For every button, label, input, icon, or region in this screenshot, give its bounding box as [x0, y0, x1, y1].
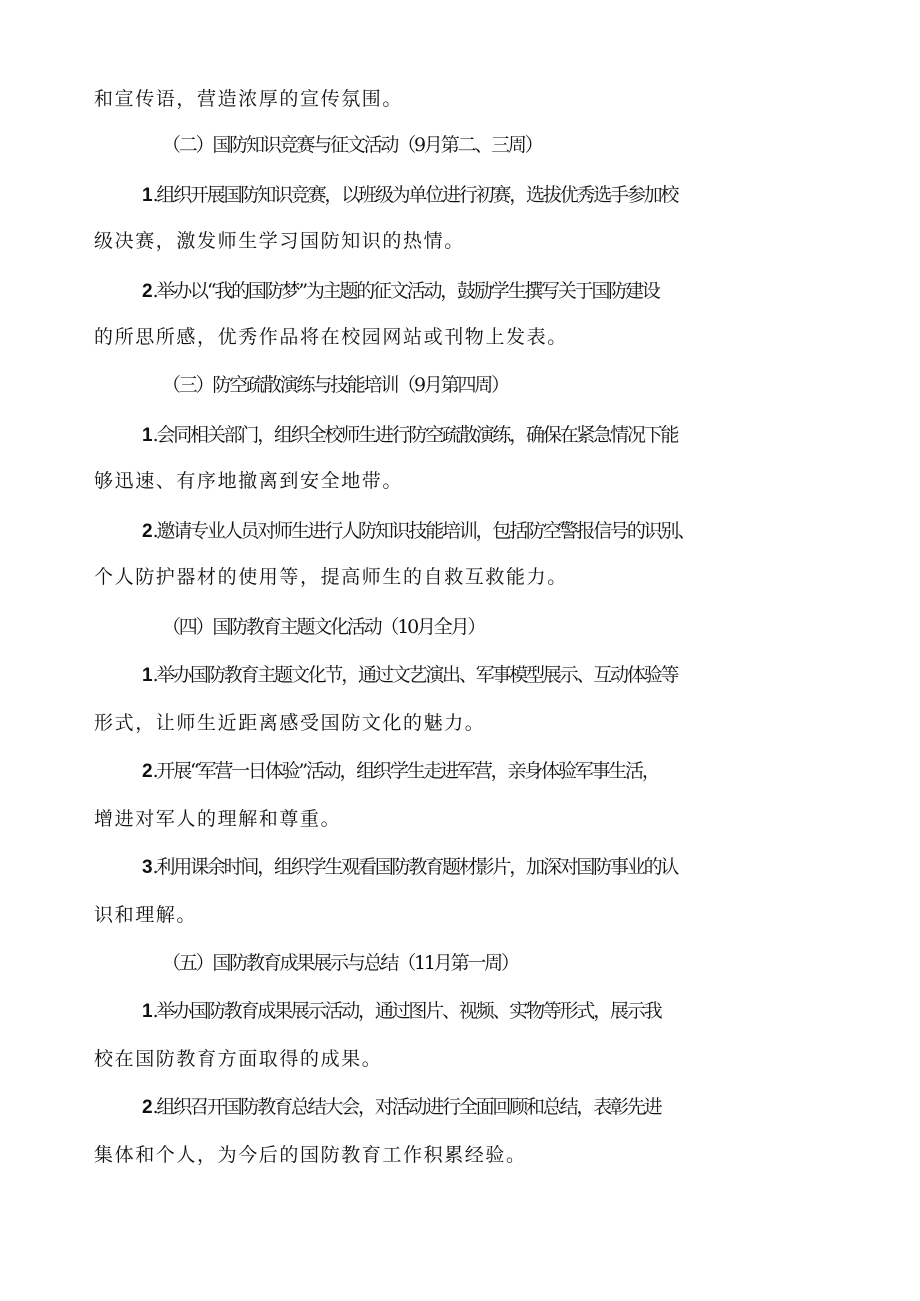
item-text: .会同相关部门，组织全校师生进行防空疏散演练，确保在紧急情况下能: [152, 424, 678, 446]
item-number: 1: [142, 185, 153, 206]
item-number: 1: [142, 665, 153, 686]
list-item-3-1: [142, 420, 902, 450]
item-number: 2: [142, 281, 153, 302]
list-item-2-2-continuation: 的所思所感，优秀作品将在校园网站或刊物上发表。: [94, 326, 568, 348]
item-number: 2: [142, 761, 153, 782]
list-item-2-1-continuation: 级决赛，激发师生学习国防知识的热情。: [94, 230, 465, 252]
section-heading-5: （五）国防教育成果展示与总结（11月第一周）: [162, 952, 518, 974]
list-item-4-2-continuation: 增进对军人的理解和尊重。: [94, 808, 342, 830]
list-item-5-2: [142, 1092, 902, 1122]
list-item-5-1-continuation: 校在国防教育方面取得的成果。: [94, 1048, 383, 1070]
list-item-3-2-continuation: 个人防护器材的使用等，提高师生的自救互救能力。: [94, 566, 568, 588]
item-text: .举办以“我的国防梦”为主题的征文活动，鼓励学生撰写关于国防建设: [152, 280, 659, 302]
list-item-3-1-continuation: 够迅速、有序地撤离到安全地带。: [94, 470, 404, 492]
list-item-5-2-continuation: 集体和个人，为今后的国防教育工作积累经验。: [94, 1144, 527, 1166]
section-heading-3: （三）防空疏散演练与技能培训（9月第四周）: [162, 374, 508, 396]
list-item-4-1: [142, 660, 902, 690]
item-text: .邀请专业人员对师生进行人防知识技能培训，包括防空警报信号的识别、: [152, 520, 695, 542]
item-text: .开展“军营一日体验”活动，组织学生走进军营，亲身体验军事生活，: [152, 760, 659, 782]
item-text: .利用课余时间，组织学生观看国防教育题材影片，加深对国防事业的认: [152, 856, 678, 878]
list-item-3-2: [142, 516, 902, 546]
list-item-4-1-continuation: 形式，让师生近距离感受国防文化的魅力。: [94, 712, 486, 734]
item-number: 2: [142, 1097, 153, 1118]
item-text: .举办国防教育成果展示活动，通过图片、视频、实物等形式，展示我: [152, 1000, 661, 1022]
item-number: 1: [142, 1001, 153, 1022]
list-item-2-1: [142, 180, 902, 210]
item-text: .举办国防教育主题文化节，通过文艺演出、军事模型展示、互动体验等: [152, 664, 678, 686]
list-item-4-3: [142, 852, 902, 882]
item-text: .组织开展国防知识竞赛，以班级为单位进行初赛，选拔优秀选手参加校: [152, 184, 678, 206]
section-heading-4: （四）国防教育主题文化活动（10月全月）: [162, 616, 485, 638]
item-number: 2: [142, 521, 153, 542]
list-item-4-2: [142, 756, 902, 786]
item-text: .组织召开国防教育总结大会，对活动进行全面回顾和总结，表彰先进: [152, 1096, 661, 1118]
section-heading-2: （二）国防知识竞赛与征文活动（9月第二、三周）: [162, 134, 542, 156]
item-number: 1: [142, 425, 153, 446]
list-item-5-1: [142, 996, 902, 1026]
list-item-2-2: [142, 276, 902, 306]
item-number: 3: [142, 857, 153, 878]
paragraph-continuation: 和宣传语，营造浓厚的宣传氛围。: [94, 88, 404, 110]
list-item-4-3-continuation: 识和理解。: [94, 904, 198, 926]
